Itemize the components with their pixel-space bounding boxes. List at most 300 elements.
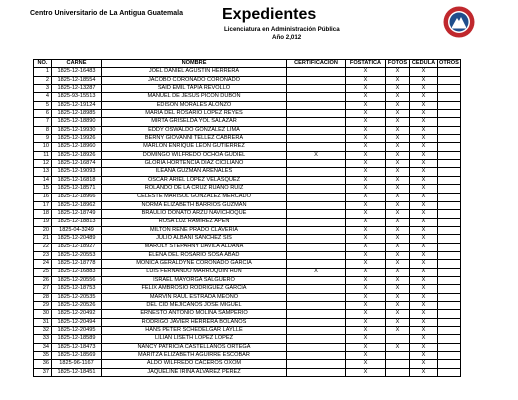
cell-no: 16 [34, 193, 52, 201]
cell-no: 4 [34, 93, 52, 101]
cell-cedula: X [410, 201, 438, 209]
cell-nombre: JOEL DANIEL AGUSTIN HERRERA [102, 68, 287, 76]
cell-no: 31 [34, 318, 52, 326]
cell-fostatica: X [346, 335, 386, 343]
cell-certificacion [287, 135, 346, 143]
cell-nombre: GLORIA HORTENCIA DIAZ CICILIANO [102, 160, 287, 168]
cell-cedula: X [410, 352, 438, 360]
cell-certificacion [287, 260, 346, 268]
cell-cedula: X [410, 318, 438, 326]
table-header-row [34, 60, 461, 68]
cell-no: 12 [34, 160, 52, 168]
cell-fotos: X [386, 318, 410, 326]
cell-fostatica: X [346, 343, 386, 351]
cell-fotos: X [386, 276, 410, 284]
cell-nombre: JULIO ALBANI SANCHEZ SIS [102, 235, 287, 243]
cell-carne: 1825-12-18554 [52, 76, 102, 84]
cell-fotos: X [386, 185, 410, 193]
col-header-no: NO. [34, 60, 52, 68]
cell-otros [438, 85, 461, 93]
cell-nombre: ALDO WILFREDO CACEROS OXOM [102, 360, 287, 368]
cell-otros [438, 226, 461, 234]
cell-carne: 1825-12-18890 [52, 118, 102, 126]
cell-cedula: X [410, 185, 438, 193]
cell-cedula: X [410, 268, 438, 276]
cell-carne: 1825-12-20526 [52, 301, 102, 309]
cell-otros [438, 352, 461, 360]
cell-nombre: MARVIN RAUL ESTRADA MEONO [102, 293, 287, 301]
cell-nombre: MONICA GERALDYNE CORONADO GARCIA [102, 260, 287, 268]
table-row [34, 85, 461, 93]
cell-carne: 1825-12-20494 [52, 318, 102, 326]
cell-certificacion: X [287, 268, 346, 276]
cell-otros [438, 335, 461, 343]
cell-certificacion [287, 301, 346, 309]
cell-fostatica: X [346, 193, 386, 201]
cell-otros [438, 301, 461, 309]
cell-cedula: X [410, 93, 438, 101]
cell-fostatica: X [346, 143, 386, 151]
col-header-cedula: CEDULA [410, 60, 438, 68]
cell-fostatica: X [346, 101, 386, 109]
cell-fotos: X [386, 201, 410, 209]
cell-fotos [386, 368, 410, 376]
cell-fotos: X [386, 160, 410, 168]
cell-no: 27 [34, 285, 52, 293]
cell-fostatica: X [346, 268, 386, 276]
cell-fotos: X [386, 176, 410, 184]
cell-carne: 1825-12-18589 [52, 335, 102, 343]
cell-certificacion [287, 85, 346, 93]
cell-certificacion [287, 335, 346, 343]
cell-otros [438, 93, 461, 101]
table-row [34, 110, 461, 118]
cell-nombre: FELIX AMBROSIO RODRIGUEZ GARCIA [102, 285, 287, 293]
cell-cedula: X [410, 285, 438, 293]
cell-fostatica: X [346, 243, 386, 251]
cell-fotos: X [386, 327, 410, 335]
cell-nombre: BERNY GIOVANNI TELLEZ CABRERA [102, 135, 287, 143]
cell-no: 2 [34, 76, 52, 84]
cell-certificacion [287, 360, 346, 368]
table-row [34, 160, 461, 168]
cell-certificacion [287, 193, 346, 201]
cell-fostatica: X [346, 110, 386, 118]
col-header-nombre: NOMBRE [102, 60, 287, 68]
cell-fostatica: X [346, 360, 386, 368]
cell-certificacion [287, 310, 346, 318]
table-row [34, 168, 461, 176]
cell-fotos: X [386, 243, 410, 251]
cell-fostatica: X [346, 93, 386, 101]
cell-no: 23 [34, 251, 52, 259]
table-row [34, 218, 461, 226]
cell-certificacion [287, 285, 346, 293]
page-title: Expedientes [222, 6, 317, 23]
table-row [34, 226, 461, 234]
cell-no: 33 [34, 335, 52, 343]
cell-cedula: X [410, 101, 438, 109]
cell-cedula: X [410, 85, 438, 93]
cell-cedula: X [410, 118, 438, 126]
cell-no: 3 [34, 85, 52, 93]
cell-otros [438, 268, 461, 276]
cell-fotos: X [386, 210, 410, 218]
cell-certificacion [287, 93, 346, 101]
cell-nombre: ELENA DEL ROSARIO SOSA ABAD [102, 251, 287, 259]
cell-certificacion [287, 318, 346, 326]
table-row [34, 101, 461, 109]
cell-cedula: X [410, 218, 438, 226]
table-row [34, 327, 461, 335]
cell-nombre: DEL CID MEJICANOS JOSE MIGUEL [102, 301, 287, 309]
cell-no: 20 [34, 226, 52, 234]
cell-fostatica: X [346, 118, 386, 126]
cell-fotos: X [386, 143, 410, 151]
cell-certificacion [287, 243, 346, 251]
col-header-fotos: FOTOS [386, 60, 410, 68]
cell-nombre: LILIAN LISETH LOPEZ LOPEZ [102, 335, 287, 343]
cell-certificacion [287, 368, 346, 376]
cell-fotos: X [386, 93, 410, 101]
cell-carne: 1825-93-15513 [52, 93, 102, 101]
cell-nombre: MARLON ENRIQUE LEON GUTIERREZ [102, 143, 287, 151]
table-row [34, 118, 461, 126]
cell-carne: 1825-12-20489 [52, 235, 102, 243]
table-row [34, 260, 461, 268]
cell-cedula: X [410, 276, 438, 284]
cell-certificacion [287, 76, 346, 84]
cell-cedula: X [410, 76, 438, 84]
cell-otros [438, 285, 461, 293]
cell-certificacion [287, 352, 346, 360]
cell-cedula: X [410, 193, 438, 201]
table-row [34, 126, 461, 134]
cell-carne: 1825-12-18813 [52, 218, 102, 226]
cell-no: 37 [34, 368, 52, 376]
cell-no: 9 [34, 135, 52, 143]
table-row [34, 368, 461, 376]
cell-otros [438, 343, 461, 351]
cell-fotos: X [386, 85, 410, 93]
cell-fostatica: X [346, 151, 386, 159]
cell-cedula: X [410, 143, 438, 151]
cell-certificacion [287, 210, 346, 218]
cell-nombre: DOMINGO WILFREDO OCHOA GUDIEL [102, 151, 287, 159]
table-row [34, 268, 461, 276]
cell-carne: 1825-12-18927 [52, 243, 102, 251]
cell-cedula: X [410, 335, 438, 343]
cell-nombre: MARITZA ELIZABETH AGUIRRE ESCOBAR [102, 352, 287, 360]
cell-carne: 1825-12-13287 [52, 85, 102, 93]
cell-carne: 1825-12-18960 [52, 143, 102, 151]
cell-carne: 1825-12-16874 [52, 160, 102, 168]
col-header-carne: CARNE [52, 60, 102, 68]
cell-fotos: X [386, 268, 410, 276]
cell-carne: 1825-12-18966 [52, 193, 102, 201]
cell-carne: 1825-12-18753 [52, 285, 102, 293]
cell-no: 5 [34, 101, 52, 109]
cell-carne: 1825-12-20553 [52, 251, 102, 259]
cell-certificacion [287, 126, 346, 134]
cell-otros [438, 210, 461, 218]
cell-nombre: ROLANDO DE LA CRUZ RUANO RUIZ [102, 185, 287, 193]
cell-certificacion [287, 101, 346, 109]
cell-fostatica: X [346, 126, 386, 134]
cell-certificacion [287, 251, 346, 259]
cell-carne: 1825-12-16483 [52, 68, 102, 76]
cell-nombre: HANS PETER SCHEDELGAR LAYLLE [102, 327, 287, 335]
col-header-certificacion: CERTIFICACION [287, 60, 346, 68]
cell-certificacion [287, 293, 346, 301]
cell-certificacion [287, 276, 346, 284]
cell-no: 1 [34, 68, 52, 76]
table-row [34, 335, 461, 343]
cell-nombre: OSCAR ARIEL LOPEZ VELASQUEZ [102, 176, 287, 184]
cell-nombre: ISRAEL MAYORGA SALGUERO [102, 276, 287, 284]
cell-carne: 1825-12-20495 [52, 327, 102, 335]
table-row [34, 176, 461, 184]
cell-cedula: X [410, 168, 438, 176]
table-row [34, 210, 461, 218]
cell-otros [438, 276, 461, 284]
cell-fotos: X [386, 193, 410, 201]
cell-fotos: X [386, 235, 410, 243]
cell-no: 11 [34, 151, 52, 159]
cell-nombre: SAID EMIL TAPIA REVOLLO [102, 85, 287, 93]
cell-nombre: NORMA ELIZABETH BARRIOS GUZMAN [102, 201, 287, 209]
table-row [34, 318, 461, 326]
cell-carne: 1825-12-20556 [52, 276, 102, 284]
cell-carne: 1825-12-19124 [52, 101, 102, 109]
cell-carne: 1825-12-19926 [52, 135, 102, 143]
cell-no: 28 [34, 293, 52, 301]
cell-carne: 1825-12-18473 [52, 343, 102, 351]
cell-no: 14 [34, 176, 52, 184]
cell-no: 36 [34, 360, 52, 368]
cell-carne: 1825-12-19093 [52, 168, 102, 176]
cell-otros [438, 293, 461, 301]
cell-fostatica: X [346, 68, 386, 76]
cell-fotos: X [386, 285, 410, 293]
cell-carne: 1825-12-19930 [52, 126, 102, 134]
cell-cedula: X [410, 151, 438, 159]
cell-carne: 1825-96-1167 [52, 360, 102, 368]
cell-nombre: MARIA DEL ROSARIO LOPEZ REYES [102, 110, 287, 118]
cell-fostatica: X [346, 285, 386, 293]
cell-certificacion [287, 110, 346, 118]
cell-cedula: X [410, 110, 438, 118]
cell-nombre: MIRTA GRISELDA YOL SALAZAR [102, 118, 287, 126]
table-row [34, 201, 461, 209]
cell-fostatica: X [346, 210, 386, 218]
cell-otros [438, 151, 461, 159]
cell-cedula: X [410, 210, 438, 218]
cell-fotos: X [386, 310, 410, 318]
cell-cedula: X [410, 176, 438, 184]
cell-no: 13 [34, 168, 52, 176]
cell-cedula: X [410, 301, 438, 309]
cell-otros [438, 126, 461, 134]
cell-fostatica: X [346, 185, 386, 193]
cell-otros [438, 118, 461, 126]
table-row [34, 352, 461, 360]
year-label: Año 2,012 [272, 34, 302, 41]
cell-otros [438, 160, 461, 168]
cell-nombre: RODRIGO JAVIER HERRERA BOLANOS [102, 318, 287, 326]
cell-otros [438, 176, 461, 184]
cell-fostatica: X [346, 301, 386, 309]
cell-otros [438, 193, 461, 201]
cell-nombre: CELESTE MARISOL GONZALEZ MERCADO [102, 193, 287, 201]
cell-fotos: X [386, 76, 410, 84]
cell-certificacion [287, 185, 346, 193]
cell-otros [438, 143, 461, 151]
table-row [34, 235, 461, 243]
cell-nombre: ILEANA GUZMAN ARENALES [102, 168, 287, 176]
cell-nombre: EDDY OSWALDO GONZALEZ LIMA [102, 126, 287, 134]
cell-carne: 1825-12-18571 [52, 185, 102, 193]
cell-fotos: X [386, 218, 410, 226]
cell-fostatica: X [346, 352, 386, 360]
cell-certificacion [287, 143, 346, 151]
table-row [34, 301, 461, 309]
table-row [34, 193, 461, 201]
cell-otros [438, 218, 461, 226]
cell-no: 19 [34, 218, 52, 226]
cell-fostatica: X [346, 85, 386, 93]
cell-no: 6 [34, 110, 52, 118]
cell-fostatica: X [346, 201, 386, 209]
cell-carne: 1825-12-18778 [52, 260, 102, 268]
cell-carne: 1825-12-20535 [52, 293, 102, 301]
cell-no: 35 [34, 352, 52, 360]
cell-no: 29 [34, 301, 52, 309]
cell-carne: 1825-12-20492 [52, 310, 102, 318]
cell-cedula: X [410, 310, 438, 318]
cell-nombre: EDISON MORALES ALONZO [102, 101, 287, 109]
cell-certificacion [287, 118, 346, 126]
cell-certificacion [287, 226, 346, 234]
cell-fotos: X [386, 68, 410, 76]
table-row [34, 135, 461, 143]
cell-nombre: ROSA LUZ RAMIREZ APEN [102, 218, 287, 226]
cell-no: 30 [34, 310, 52, 318]
table-row [34, 343, 461, 351]
cell-cedula: X [410, 68, 438, 76]
cell-certificacion [287, 327, 346, 335]
cell-no: 32 [34, 327, 52, 335]
cell-carne: 1825-04-3249 [52, 226, 102, 234]
cell-carne: 1825-12-16818 [52, 176, 102, 184]
university-seal-icon [443, 6, 475, 38]
cell-cedula: X [410, 251, 438, 259]
cell-no: 17 [34, 201, 52, 209]
cell-cedula: X [410, 243, 438, 251]
table-row [34, 243, 461, 251]
cell-otros [438, 235, 461, 243]
cell-cedula: X [410, 226, 438, 234]
cell-fotos: X [386, 110, 410, 118]
table-row [34, 185, 461, 193]
cell-fostatica: X [346, 235, 386, 243]
cell-fotos: X [386, 301, 410, 309]
cell-fotos: X [386, 126, 410, 134]
cell-fostatica: X [346, 226, 386, 234]
cell-carne: 1825-12-16883 [52, 268, 102, 276]
cell-fostatica: X [346, 318, 386, 326]
cell-fotos: X [386, 118, 410, 126]
cell-cedula: X [410, 368, 438, 376]
cell-fostatica: X [346, 251, 386, 259]
table-row [34, 285, 461, 293]
cell-no: 21 [34, 235, 52, 243]
cell-otros [438, 318, 461, 326]
cell-nombre: ERNESTO ANTONIO MOLINA SAMPERIO [102, 310, 287, 318]
cell-fostatica: X [346, 276, 386, 284]
cell-cedula: X [410, 126, 438, 134]
cell-fotos: X [386, 101, 410, 109]
cell-fostatica: X [346, 76, 386, 84]
cell-certificacion [287, 68, 346, 76]
cell-otros [438, 368, 461, 376]
cell-fotos: X [386, 226, 410, 234]
cell-fotos: X [386, 260, 410, 268]
cell-no: 24 [34, 260, 52, 268]
cell-fostatica: X [346, 160, 386, 168]
cell-certificacion: X [287, 151, 346, 159]
cell-carne: 1825-12-18985 [52, 110, 102, 118]
table-row [34, 93, 461, 101]
cell-certificacion [287, 176, 346, 184]
cell-nombre: LUIS FERNANDO MARROQUIN HUN [102, 268, 287, 276]
cell-nombre: MANUEL DE JESUS PICON DUBON [102, 93, 287, 101]
cell-cedula: X [410, 293, 438, 301]
cell-no: 34 [34, 343, 52, 351]
cell-no: 22 [34, 243, 52, 251]
cell-otros [438, 251, 461, 259]
cell-cedula: X [410, 343, 438, 351]
cell-carne: 1825-12-18749 [52, 210, 102, 218]
cell-otros [438, 360, 461, 368]
cell-nombre: BRAULIO DONATO ARZU NAVICHOQUE [102, 210, 287, 218]
cell-certificacion [287, 218, 346, 226]
cell-otros [438, 310, 461, 318]
cell-otros [438, 135, 461, 143]
cell-nombre: MAROLY STEPAHNY DAVILA ALDANA [102, 243, 287, 251]
cell-fotos [386, 335, 410, 343]
cell-cedula: X [410, 235, 438, 243]
cell-certificacion [287, 343, 346, 351]
cell-carne: 1825-12-18569 [52, 352, 102, 360]
cell-fostatica: X [346, 260, 386, 268]
cell-otros [438, 327, 461, 335]
cell-no: 25 [34, 268, 52, 276]
cell-nombre: JAQUELINE IRINA ALVAREZ PEREZ [102, 368, 287, 376]
table-row [34, 310, 461, 318]
cell-fotos: X [386, 135, 410, 143]
cell-carne: 1825-12-18926 [52, 151, 102, 159]
cell-cedula: X [410, 327, 438, 335]
cell-otros [438, 68, 461, 76]
cell-fostatica: X [346, 135, 386, 143]
cell-nombre: JACOBO CORONADO CORONADO [102, 76, 287, 84]
table-row [34, 151, 461, 159]
cell-fotos: X [386, 293, 410, 301]
cell-no: 8 [34, 126, 52, 134]
cell-otros [438, 201, 461, 209]
cell-cedula: X [410, 260, 438, 268]
